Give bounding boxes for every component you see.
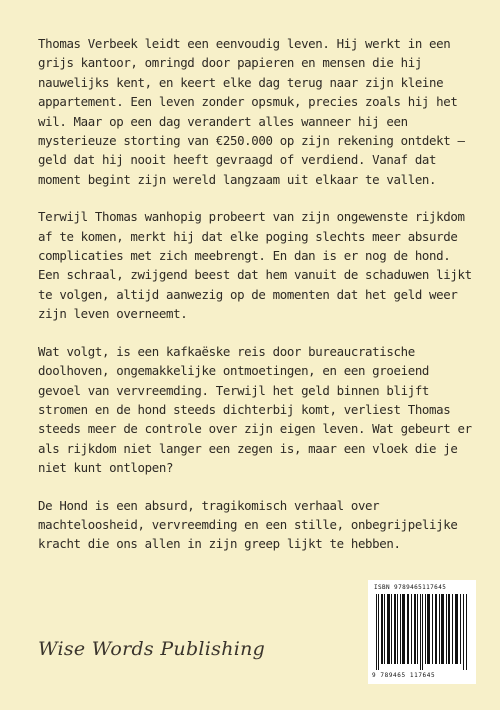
publisher-logo: Wise Words Publishing: [38, 638, 266, 660]
barcode-icon: [376, 594, 468, 670]
barcode-digits: 9 789465 117645: [372, 672, 436, 679]
blurb-paragraph-3: Wat volgt, is een kafkaëske reis door bureaucratische doolhoven, ongemakkelijke ontmoetingen, en een groeiend gevoel van vervreemding. Terwijl het geld binnen blijft stromen en de hond steeds dichterbij komt, verliest Thomas steeds meer de controle over zijn eigen leven. Wat gebeurt er als rijkdom niet langer een zegen is, maar een vloek die je niet kunt ontlopen?: [38, 343, 472, 476]
blurb-text: [38, 34, 478, 572]
isbn-label: ISBN 9789465117645: [374, 584, 447, 591]
blurb-paragraph-2: Terwijl Thomas wanhopig probeert van zijn ongewenste rijkdom af te komen, merkt hij dat elke poging slechts meer absurde complicaties met zich meebrengt. En dan is er nog de hond. Een schraal, zwijgend beest dat hem vanuit de schaduwen lijkt te volgen, altijd aanwezig op de momenten dat het geld weer zijn leven overneemt.: [38, 209, 472, 322]
blurb-paragraph-4: De Hond is een absurd, tragikomisch verhaal over machteloosheid, vervreemding en een stille, onbegrijpelijke kracht die ons allen in zijn greep lijkt te hebben.: [38, 497, 458, 552]
blurb-paragraph-1: Thomas Verbeek leidt een eenvoudig leven. Hij werkt in een grijs kantoor, omringd door papieren en mensen die hij nauwelijks kent, en keert elke dag terug naar zijn kleine appartement. Een leven zonder opsmuk, precies zoals hij het wil. Maar op een dag verandert alles wanneer hij een mysterieuze storting van €250.000 op zijn rekening ontdekt – geld dat hij nooit heeft gevraagd of verdiend. Vanaf dat moment begint zijn wereld langzaam uit elkaar te vallen.: [38, 36, 465, 187]
isbn-barcode: [368, 580, 476, 684]
